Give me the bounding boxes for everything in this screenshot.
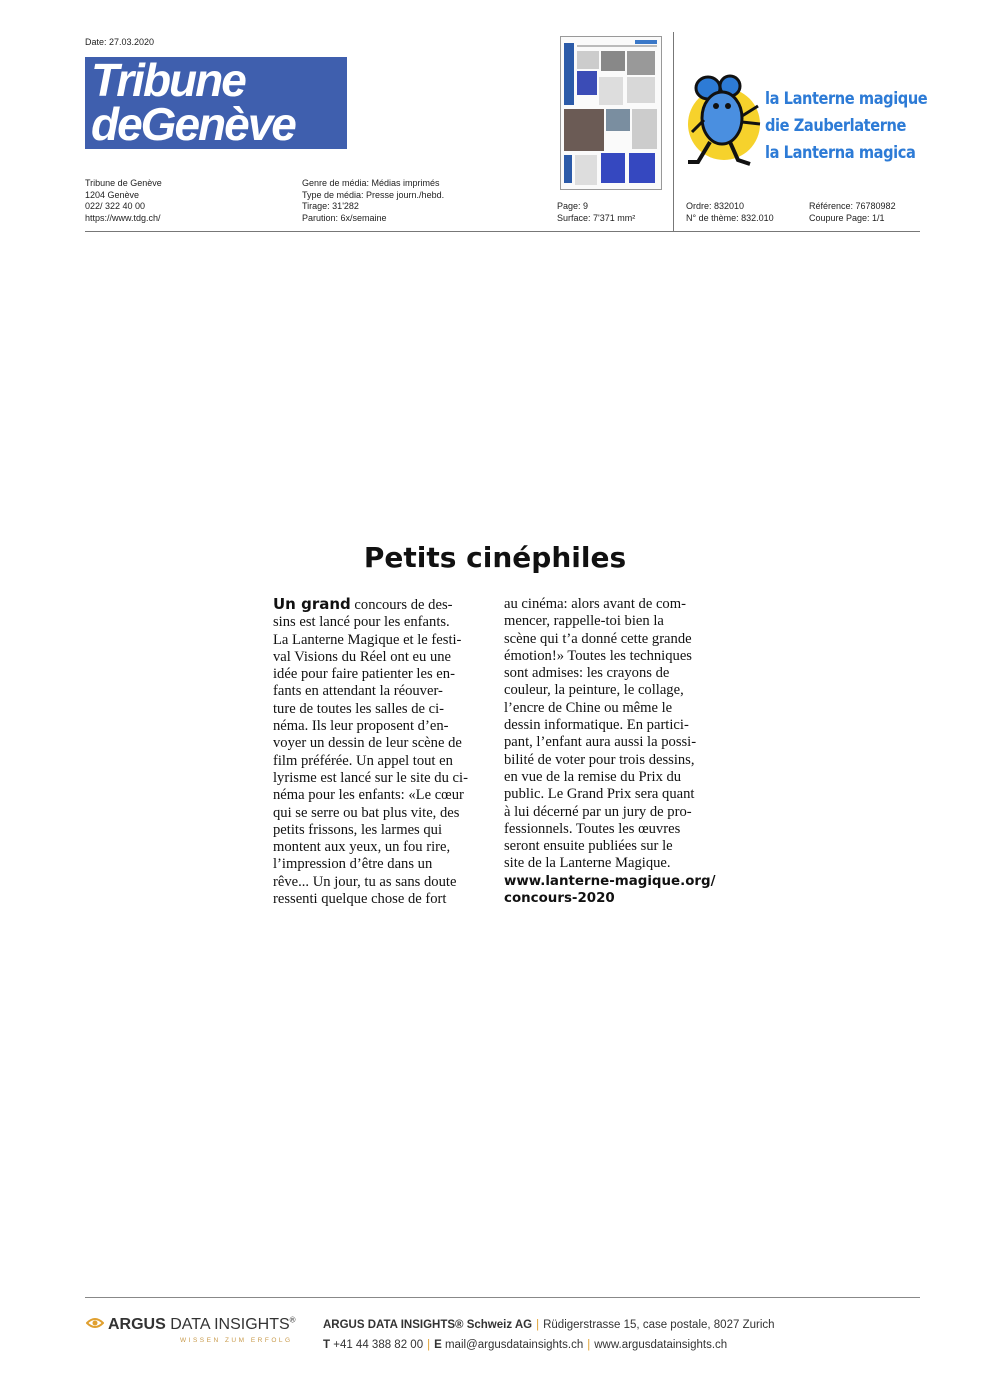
footer-email-label: E [434,1338,442,1351]
footer-company: ARGUS DATA INSIGHTS® Schweiz AG [323,1319,533,1331]
article-line: fessionnels. Toutes les œuvres [504,820,681,837]
footer-rule [85,1297,920,1298]
lanterne-magique-logo [765,86,954,167]
lanterne-logo-line-1: la Lanterne magique [765,89,928,109]
media-genre: Genre de média: Médias imprimés [302,178,440,188]
publication-website: https://www.tdg.ch/ [85,212,161,223]
article-url-line-2[interactable]: concours-2020 [504,891,615,907]
media-type: Type de média: Presse journ./hebd. [302,189,445,200]
reference-number: Référence: 76780982 [809,201,896,211]
article-line: idée pour faire patienter les en- [273,666,455,683]
lanterne-mascot-icon [684,72,764,172]
logo-line-1: Tribune [91,57,245,106]
article-line: site de la Lanterne Magique. [504,855,671,872]
header-divider [673,32,674,232]
article-line: qui se serre ou bat plus vite, des [273,804,460,821]
article-line: film préférée. Un appel tout en [273,752,453,769]
article-line: Un grand concours de des- [273,595,453,613]
article-line: lyrisme est lancé sur le site du ci- [273,769,468,786]
article-line: néma pour les enfants: «Le cœur [273,787,464,804]
argus-logo-left: ARGUS [108,1316,166,1334]
article-line: petits frissons, les larmes qui [273,821,443,838]
argus-logo-right: DATA INSIGHTS [165,1316,290,1334]
article-line: ture de toutes les salles de ci- [273,700,445,717]
article-line: fants en attendant la réouver- [273,683,443,700]
article-line: mencer, rappelle-toi bien la [504,613,664,630]
article-line: à lui décerné par un jury de pro- [504,803,692,820]
article-column-2 [504,596,716,907]
page-surface: Surface: 7'371 mm² [557,212,636,223]
article-column-1 [273,596,468,908]
article-line: au cinéma: alors avant de com- [504,596,686,612]
article-line: dessin informatique. En partici- [504,717,689,734]
publication-name: Tribune de Genève [85,178,162,188]
article-line: public. Le Grand Prix sera quant [504,786,695,803]
date-label: Date: 27.03.2020 [85,37,155,47]
article-line: La Lanterne Magique et le festi- [273,631,462,648]
footer-contact: ARGUS DATA INSIGHTS® Schweiz AG | Rüdigerstrasse 15, case postale, 8027 Zurich T +41 44 388 82 00 | E mail@argusdatainsights.ch | www.argusdatainsights.ch [323,1319,775,1351]
article-headline: Petits cinéphiles [363,541,627,574]
footer-address: Rüdigerstrasse 15, case postale, 8027 Zurich [543,1319,775,1331]
article-line: montent aux yeux, un fou rire, [273,839,451,856]
article-line: l’impression d’être dans un [273,856,433,873]
article-line: pant, l’enfant aura aussi la possi- [504,734,697,751]
article-line: ressenti quelque chose de fort [273,891,447,908]
theme-number: N° de thème: 832.010 [686,212,774,223]
article-line: sins est lancé pour les enfants. [273,614,450,631]
logo-line-2: deGenève [91,98,295,149]
publication-city: 1204 Genève [85,189,140,200]
argus-logo-reg: ® [289,1316,296,1325]
media-info [302,178,444,224]
article-line: val Visions du Réel ont eu une [273,648,452,665]
argus-tagline: WISSEN ZUM ERFOLG [180,1337,293,1344]
footer-phone: +41 44 388 82 00 [333,1338,424,1351]
reference-info [809,201,896,224]
media-tirage: Tirage: 31'282 [302,201,359,211]
article-line: bilité de voter pour trois dessins, [504,751,695,768]
article-lead: Un grand [273,595,351,613]
article-line: sont admises: les crayons de [504,665,670,682]
article-line: émotion!» Toutes les techniques [504,647,692,664]
page-thumbnail [560,36,662,190]
article-line: seront ensuite publiées sur le [504,838,673,855]
article-url-line-1[interactable]: www.lanterne-magique.org/ [504,873,716,889]
article-line: néma. Ils leur proposent d’en- [273,718,449,735]
footer-website[interactable]: www.argusdatainsights.ch [594,1338,728,1351]
tribune-de-geneve-logo [85,57,347,149]
argus-logo [86,1316,296,1344]
article-line: rêve... Un jour, tu as sans doute [273,873,457,890]
publication-info [85,178,162,224]
lanterne-logo-line-2: die Zauberlaterne [765,116,906,136]
article-line: couleur, la peinture, le collage, [504,682,684,699]
media-parution: Parution: 6x/semaine [302,212,387,223]
footer-phone-label: T [323,1338,331,1351]
argus-eye-icon [86,1316,104,1334]
article-line: en vue de la remise du Prix du [504,768,682,785]
order-info [686,201,774,224]
article-line: scène qui t’a donné cette grande [504,630,692,647]
coupure-page: Coupure Page: 1/1 [809,212,885,223]
publication-phone: 022/ 322 40 00 [85,201,146,211]
lanterne-logo-line-3: la Lanterna magica [765,143,916,163]
article-line: l’encre de Chine ou même le [504,699,673,716]
order-number: Ordre: 832010 [686,201,745,211]
page-number: Page: 9 [557,201,589,211]
page-info [557,201,635,224]
footer-email[interactable]: mail@argusdatainsights.ch [444,1338,584,1351]
article-line: voyer un dessin de leur scène de [273,735,462,752]
header-rule [85,231,920,232]
